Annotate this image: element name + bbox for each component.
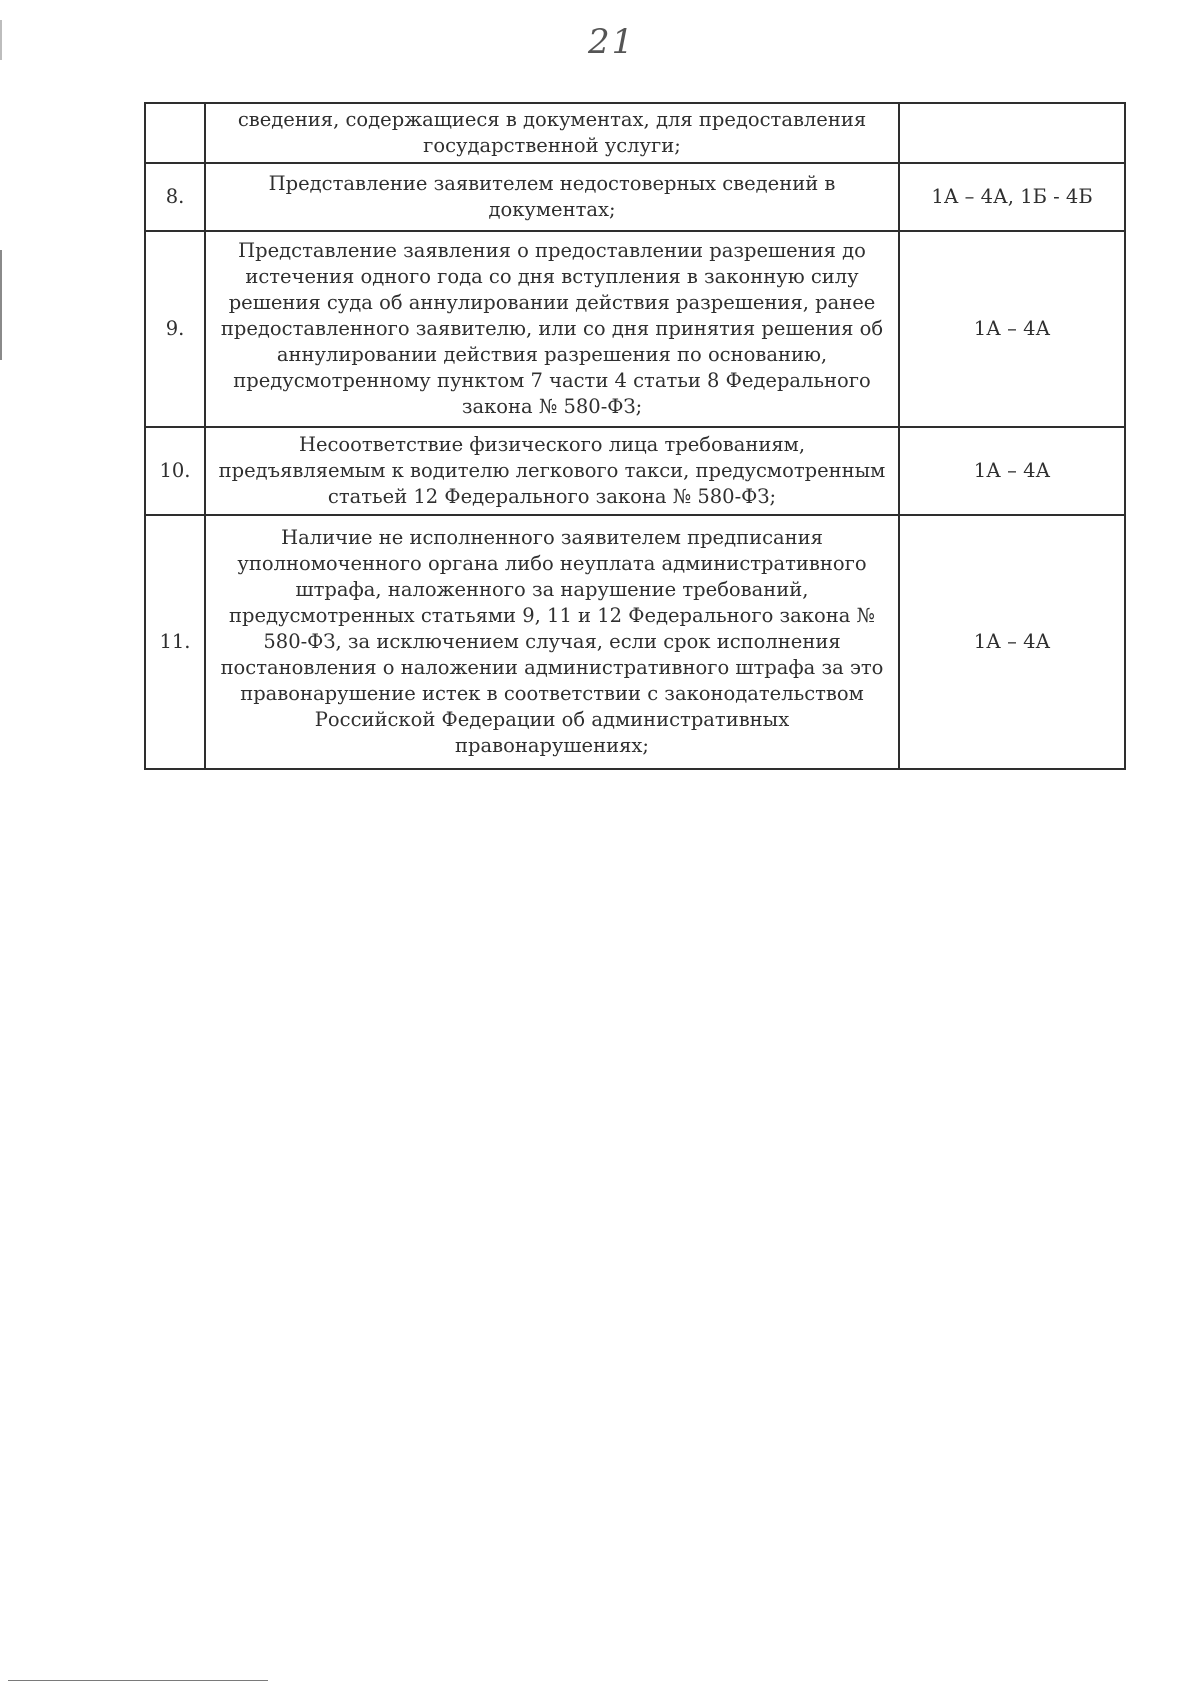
table-row [145,515,1125,769]
row-number: 10. [145,427,205,515]
row-text: Наличие не исполненного заявителем предписания уполномоченного органа либо неуплата административного штрафа, наложенного за нарушение требований, предусмотренных статьями 9, 11 и 12 Федерального закона № 580-ФЗ, за исключением случая, если срок исполнения постановления о наложении административного штрафа за это правонарушение истек в соответствии с законодательством Российской Федерации об административных правонарушениях; [205,515,899,769]
table-row [145,103,1125,163]
footer-rule [8,1680,268,1681]
row-reference: 1А – 4А [899,427,1125,515]
row-number [145,103,205,163]
row-reference: 1А – 4А [899,515,1125,769]
table-row [145,427,1125,515]
row-text: сведения, содержащиеся в документах, для предоставления государственной услуги; [205,103,899,163]
row-text: Представление заявления о предоставлении разрешения до истечения одного года со дня вступления в законную силу решения суда об аннулировании действия разрешения, ранее предоставленного заявителю, или со дня принятия решения об аннулировании действия разрешения по основанию, предусмотренному пунктом 7 части 4 статьи 8 Федерального закона № 580-ФЗ; [205,231,899,427]
row-reference: 1А – 4А, 1Б - 4Б [899,163,1125,231]
row-reference: 1А – 4А [899,231,1125,427]
scan-edge-mark [0,20,2,60]
table-row [145,231,1125,427]
row-number: 9. [145,231,205,427]
row-text: Представление заявителем недостоверных сведений в документах; [205,163,899,231]
row-number: 11. [145,515,205,769]
page-number: 21 [588,22,636,62]
row-reference [899,103,1125,163]
scan-edge-mark [0,250,2,360]
table-row [145,163,1125,231]
row-text: Несоответствие физического лица требованиям, предъявляемым к водителю легкового такси, предусмотренным статьей 12 Федерального закона № 580-ФЗ; [205,427,899,515]
row-number: 8. [145,163,205,231]
requirements-table [144,102,1126,770]
